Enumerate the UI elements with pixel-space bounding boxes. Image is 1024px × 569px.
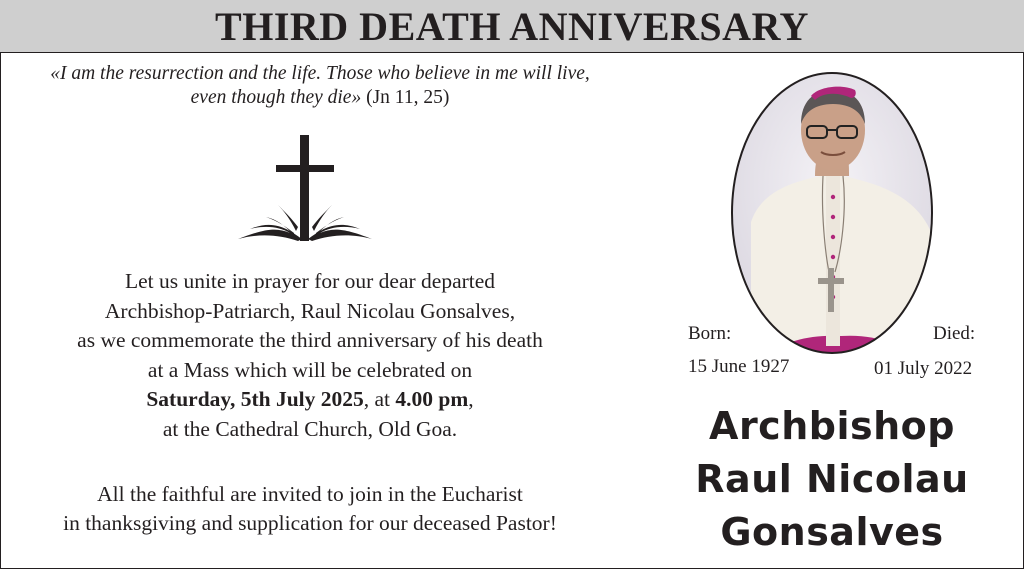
- died-label: Died:: [933, 323, 976, 344]
- archbishop-name: [660, 400, 1004, 559]
- born-label: Born:: [688, 323, 732, 344]
- message-line-1: Let us unite in prayer for our dear departed: [124, 269, 496, 293]
- archbishop-portrait: [731, 72, 933, 354]
- mass-date-time: [10, 385, 610, 415]
- quote-line-2: [20, 86, 620, 110]
- message-line-3: as we commemorate the third anniversary of his death: [77, 328, 543, 352]
- message-line-6: at the Cathedral Church, Old Goa.: [162, 416, 458, 441]
- cross-icon: [236, 135, 376, 245]
- born-date: 15 June 1927: [688, 356, 790, 377]
- invite-line-1: All the faithful are invited to join in the Eucharist: [97, 482, 523, 506]
- name-line-2: Raul Nicolau: [695, 457, 969, 501]
- mass-date: Saturday, 5th July 2025: [146, 387, 364, 411]
- date-separator: , at: [363, 387, 396, 411]
- name-line-1: Archbishop: [709, 404, 955, 448]
- invitation: [10, 480, 610, 538]
- prayer-message: [10, 267, 610, 444]
- header-banner: [0, 0, 1024, 53]
- scripture-quote: [20, 62, 620, 110]
- name-line-3: Gonsalves: [720, 510, 944, 554]
- died-date: 01 July 2022: [874, 358, 973, 379]
- page-title: THIRD DEATH ANNIVERSARY: [215, 4, 809, 49]
- time-punct: ,: [468, 387, 474, 411]
- quote-line-1: «I am the resurrection and the life. Those who believe in me will live,: [50, 63, 590, 84]
- quote-reference: (Jn 11, 25): [366, 87, 450, 108]
- quote-text: even though they die»: [190, 87, 362, 108]
- invite-line-2: in thanksgiving and supplication for our deceased Pastor!: [63, 511, 557, 535]
- mass-time: 4.00 pm: [395, 387, 469, 411]
- message-line-4: at a Mass which will be celebrated on: [147, 357, 473, 382]
- message-line-2: Archbishop-Patriarch, Raul Nicolau Gonsalves,: [104, 298, 516, 323]
